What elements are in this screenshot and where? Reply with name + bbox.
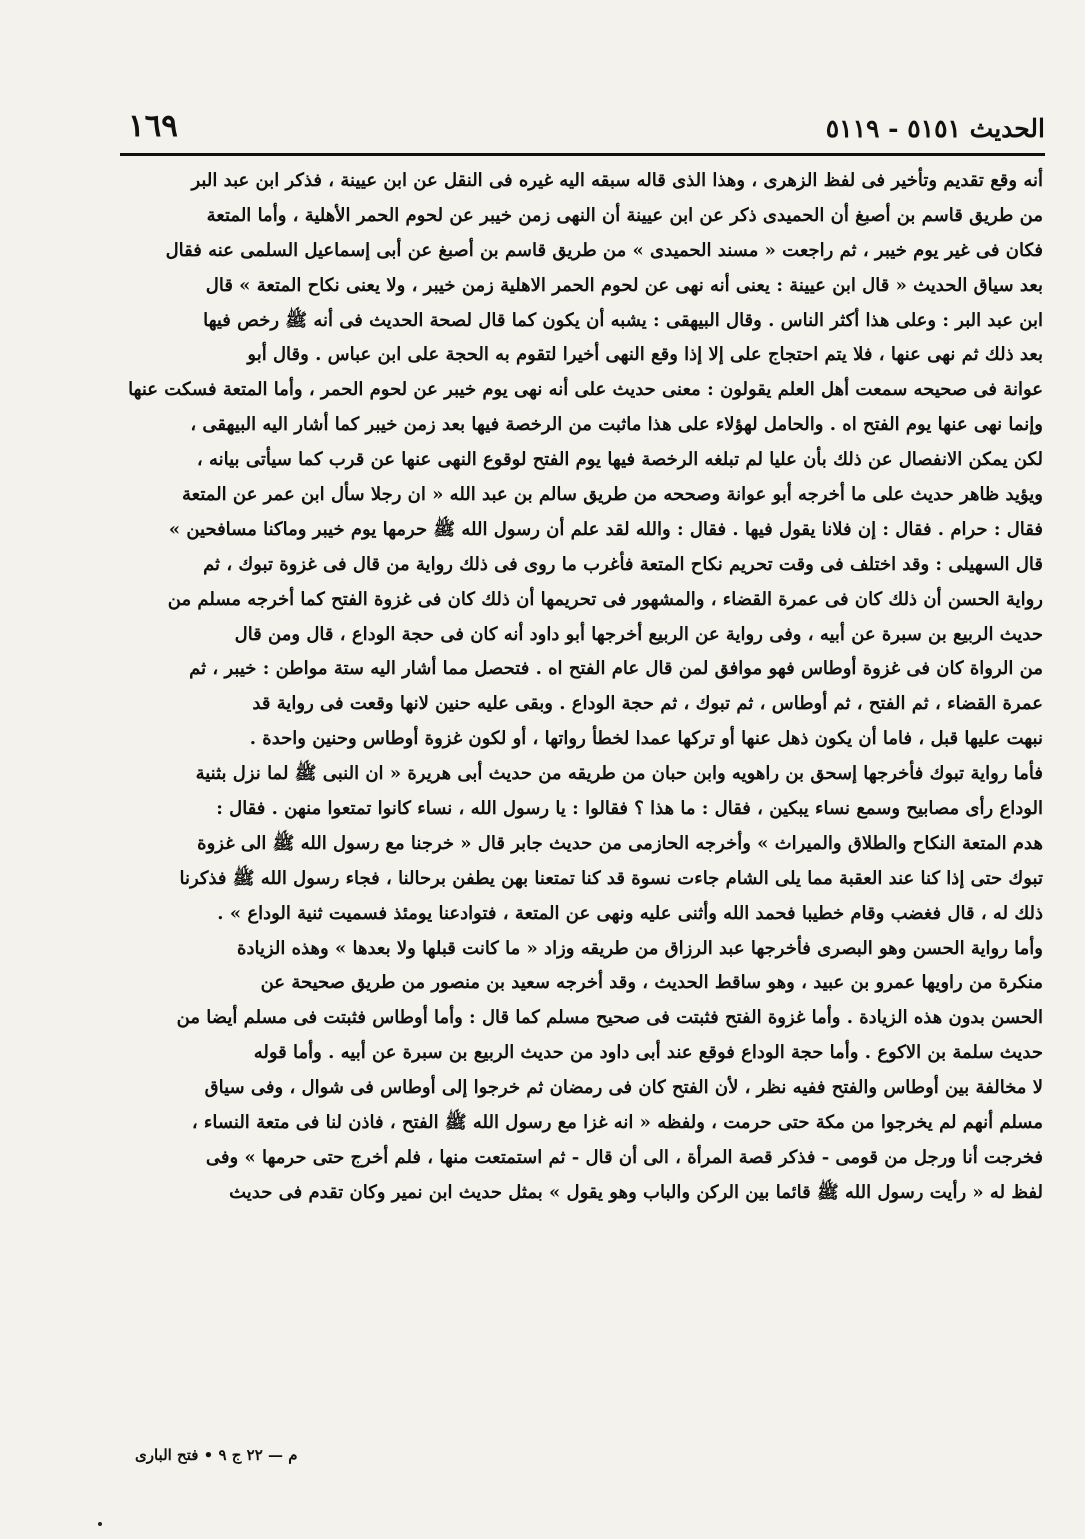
text-line: فقال : حرام . فقال : إن فلانا يقول فيها . فقال : والله لقد علم أن رسول الله ﷺ حرمها يوم خيبر وماكنا مسافحين » xyxy=(168,518,1043,540)
text-line: حديث الربيع بن سبرة عن أبيه ، وفى رواية عن الربيع أخرجها أبو داود أنه كان فى حجة الوداع ، قال ومن قال xyxy=(234,623,1043,645)
text-line: وأما رواية الحسن وهو البصرى فأخرجها عبد الرزاق من طريقه وزاد « ما كانت قبلها ولا بعدها » وهذه الزيادة xyxy=(237,937,1043,959)
text-line: حديث سلمة بن الاكوع . وأما حجة الوداع فوقع عند أبى داود من حديث الربيع بن سبرة عن أبيه . وأما قوله xyxy=(253,1042,1043,1064)
text-line: الحسن بدون هذه الزيادة . وأما غزوة الفتح فثبتت فى صحيح مسلم كما قال : وأما أوطاس فثبتت فى مسلم أيضا من xyxy=(176,1007,1043,1029)
text-line: ويؤيد ظاهر حديث على ما أخرجه أبو عوانة وصححه من طريق سالم بن عبد الله « ان رجلا سأل ابن عمر عن المتعة xyxy=(181,484,1043,506)
paper-speck xyxy=(98,1522,102,1526)
text-line: ابن عبد البر : وعلى هذا أكثر الناس . وقال البيهقى : يشبه أن يكون كما قال لصحة الحديث فى أنه ﷺ رخص فيها xyxy=(203,309,1043,331)
text-line: هدم المتعة النكاح والطلاق والميراث » وأخرجه الحازمى من حديث جابر قال « خرجنا مع رسول الله ﷺ الى غزوة xyxy=(197,832,1043,854)
text-line: عمرة القضاء ، ثم الفتح ، ثم أوطاس ، ثم تبوك ، ثم حجة الوداع . وبقى عليه حنين لانها وقعت فى رواية قد xyxy=(252,693,1043,715)
text-line: نبهت عليها قبل ، فاما أن يكون ذهل عنها أو تركها عمدا لخطأ رواتها ، أو لكون غزوة أوطاس وحنين واحدة . xyxy=(249,728,1043,750)
text-line: وإنما نهى عنها يوم الفتح اه . والحامل لهؤلاء على هذا ماثبت من الرخصة فيها بعد زمن خيبر كما أشار اليه البيهقى ، xyxy=(190,414,1043,436)
text-line: لفظ له « رأيت رسول الله ﷺ قائما بين الركن والباب وهو يقول » بمثل حديث ابن نمير وكان تقدم فى حديث xyxy=(229,1181,1043,1203)
text-line: بعد ذلك ثم نهى عنها ، فلا يتم احتجاج على إلا إذا وقع النهى أخيرا لتقوم به الحجة على ابن عباس . وقال أبو xyxy=(247,344,1043,366)
text-line: فخرجت أنا ورجل من قومى - فذكر قصة المرأة ، الى أن قال - ثم استمتعت منها ، فلم أخرج حتى حرمها » وفى xyxy=(205,1146,1043,1168)
footer-signature: م — ٢٢ ج ٩ • فتح البارى xyxy=(135,1446,298,1464)
text-line: تبوك حتى إذا كنا عند العقبة مما يلى الشام جاءت نسوة قد كنا تمتعنا بهن يطفن برحالنا ، فجاء رسول الله ﷺ فذكرنا xyxy=(179,867,1043,889)
page-number: ١٦٩ xyxy=(128,108,178,144)
text-line: الوداع رأى مصابيح وسمع نساء يبكين ، فقال : ما هذا ؟ فقالوا : يا رسول الله ، نساء كانوا تمتعوا منهن . فقال : xyxy=(216,798,1043,820)
text-line: قال السهيلى : وقد اختلف فى وقت تحريم نكاح المتعة فأغرب ما روى فى ذلك رواية من قال فى غزوة تبوك ، ثم xyxy=(203,553,1043,575)
text-line: من طريق قاسم بن أصبغ أن الحميدى ذكر عن ابن عيينة أن النهى زمن خيبر عن لحوم الحمر الأهلية ، وأما المتعة xyxy=(206,204,1043,226)
text-line: مسلم أنهم لم يخرجوا من مكة حتى حرمت ، ولفظه « انه غزا مع رسول الله ﷺ الفتح ، فاذن لنا فى متعة النساء ، xyxy=(191,1112,1043,1134)
text-line: بعد سياق الحديث « قال ابن عيينة : يعنى أنه نهى عن لحوم الحمر الاهلية زمن خيبر ، ولا يعنى نكاح المتعة » قال xyxy=(205,274,1043,296)
text-line: فكان فى غير يوم خيبر ، ثم راجعت « مسند الحميدى » من طريق قاسم بن أصبغ عن أبى إسماعيل السلمى عنه فقال xyxy=(165,239,1043,261)
text-line: منكرة من راويها عمرو بن عبيد ، وهو ساقط الحديث ، وقد أخرجه سعيد بن منصور من طريق صحيحة عن xyxy=(260,972,1043,994)
page-header xyxy=(120,108,1045,152)
body-text xyxy=(128,164,1043,1211)
text-line: أنه وقع تقديم وتأخير فى لفظ الزهرى ، وهذا الذى قاله سبقه اليه غيره فى النقل عن ابن عيينة ، فذكر ابن عبد البر xyxy=(191,170,1043,191)
header-rule xyxy=(120,153,1045,156)
text-line: ذلك له ، قال فغضب وقام خطيبا فحمد الله وأثنى عليه ونهى عن المتعة ، فتوادعنا يومئذ فسميت ثنية الوداع » . xyxy=(217,902,1043,924)
text-line: من الرواة كان فى غزوة أوطاس فهو موافق لمن قال عام الفتح اه . فتحصل مما أشار اليه ستة مواطن : خيبر ، ثم xyxy=(189,658,1043,680)
text-line: لا مخالفة بين أوطاس والفتح ففيه نظر ، لأن الفتح كان فى رمضان ثم خرجوا إلى أوطاس فى شوال ، وفى سياق xyxy=(204,1077,1043,1099)
text-line: فأما رواية تبوك فأخرجها إسحق بن راهويه وابن حبان من طريقه من حديث أبى هريرة « ان النبى ﷺ لما نزل بثنية xyxy=(195,763,1043,785)
text-line: عوانة فى صحيحه سمعت أهل العلم يقولون : معنى حديث على أنه نهى يوم خيبر عن لحوم الحمر ، وأما المتعة فسكت عنها xyxy=(128,379,1043,401)
text-line: لكن يمكن الانفصال عن ذلك بأن عليا لم تبلغه الرخصة فيها يوم الفتح لوقوع النهى عنها عن قرب كما سيأتى بيانه ، xyxy=(196,449,1043,471)
running-title: الحديث ٥١٥١ - ٥١١٩ xyxy=(825,114,1045,143)
text-line: رواية الحسن أن ذلك كان فى عمرة القضاء ، والمشهور فى تحريمها أن ذلك كان فى غزوة الفتح كما أخرجه مسلم من xyxy=(167,588,1043,610)
